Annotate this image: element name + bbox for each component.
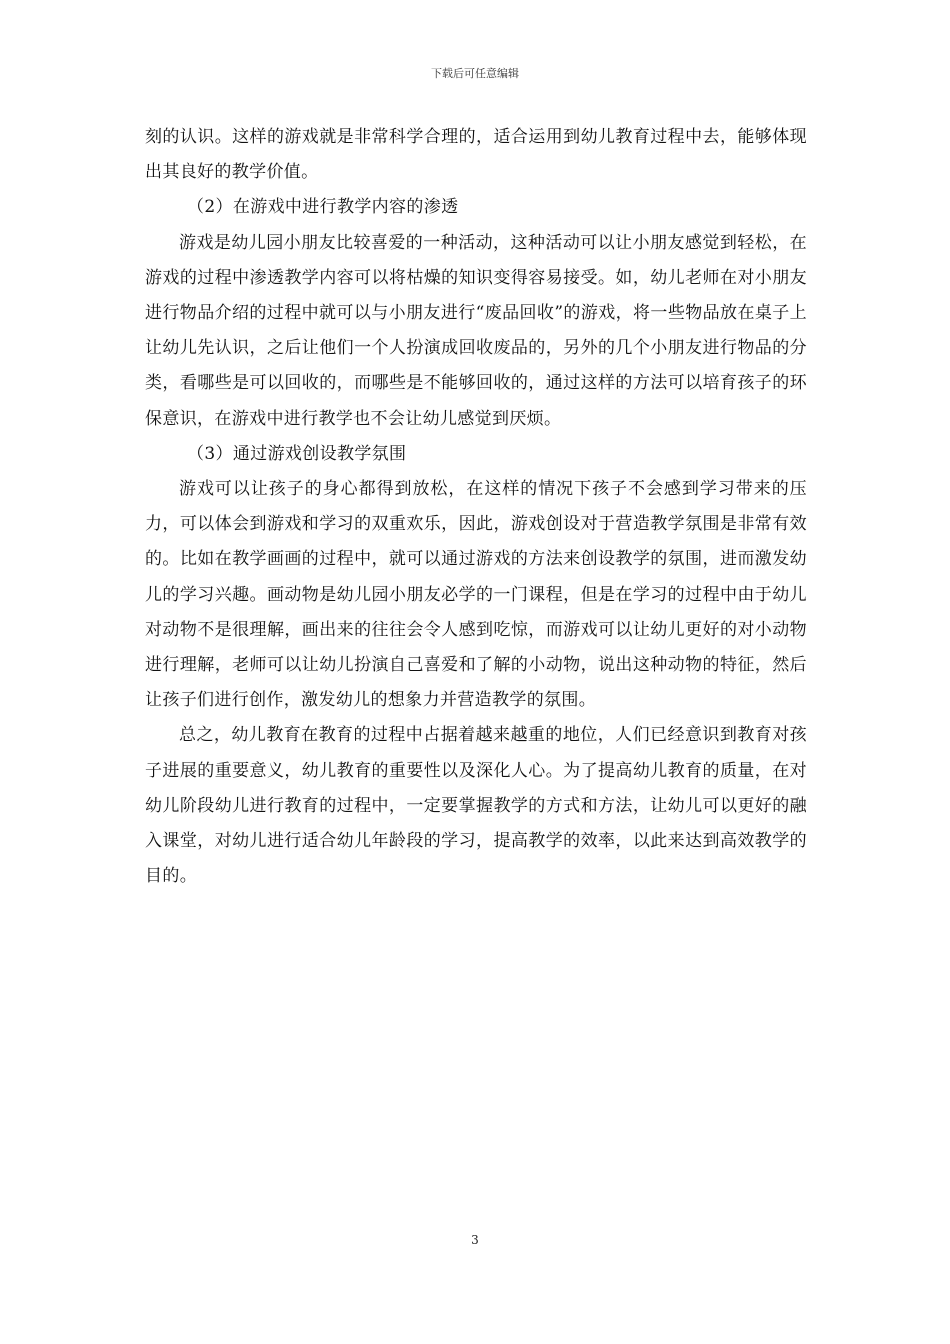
- paragraph-continuation: 刻的认识。这样的游戏就是非常科学合理的，适合运用到幼儿教育过程中去，能够体现出其良好的教学价值。: [145, 127, 807, 183]
- document-body: [145, 120, 807, 894]
- paragraph-conclusion: 总之，幼儿教育在教育的过程中占据着越来越重的地位，人们已经意识到教育对孩子进展的重要意义，幼儿教育的重要性以及深化人心。为了提高幼儿教育的质量，在对幼儿阶段幼儿进行教育的过程中，一定要掌握教学的方式和方法，让幼儿可以更好的融入课堂，对幼儿进行适合幼儿年龄段的学习，提高教学的效率，以此来达到高效教学的目的。: [145, 725, 807, 887]
- section-subheading-3: （3）通过游戏创设教学氛围: [187, 443, 407, 464]
- page-header-note: 下载后可任意编辑: [431, 67, 519, 80]
- section-subheading-2: （2）在游戏中进行教学内容的渗透: [187, 197, 459, 218]
- page-number: 3: [471, 1233, 479, 1247]
- paragraph-game-atmosphere: 游戏可以让孩子的身心都得到放松，在这样的情况下孩子不会感到学习带来的压力，可以体会到游戏和学习的双重欢乐，因此，游戏创设对于营造教学氛围是非常有效的。比如在教学画画的过程中，就可以通过游戏的方法来创设教学的氛围，进而激发幼儿的学习兴趣。画动物是幼儿园小朋友必学的一门课程，但是在学习的过程中由于幼儿对动物不是很理解，画出来的往往会令人感到吃惊，而游戏可以让幼儿更好的对小动物进行理解，老师可以让幼儿扮演自己喜爱和了解的小动物，说出这种动物的特征，然后让孩子们进行创作，激发幼儿的想象力并营造教学的氛围。: [145, 479, 807, 711]
- paragraph-game-content: 游戏是幼儿园小朋友比较喜爱的一种活动，这种活动可以让小朋友感觉到轻松，在游戏的过程中渗透教学内容可以将枯燥的知识变得容易接受。如，幼儿老师在对小朋友进行物品介绍的过程中就可以与小朋友进行“废品回收”的游戏，将一些物品放在桌子上让幼儿先认识，之后让他们一个人扮演成回收废品的，另外的几个小朋友进行物品的分类，看哪些是可以回收的，而哪些是不能够回收的，通过这样的方法可以培育孩子的环保意识，在游戏中进行教学也不会让幼儿感觉到厌烦。: [145, 232, 807, 429]
